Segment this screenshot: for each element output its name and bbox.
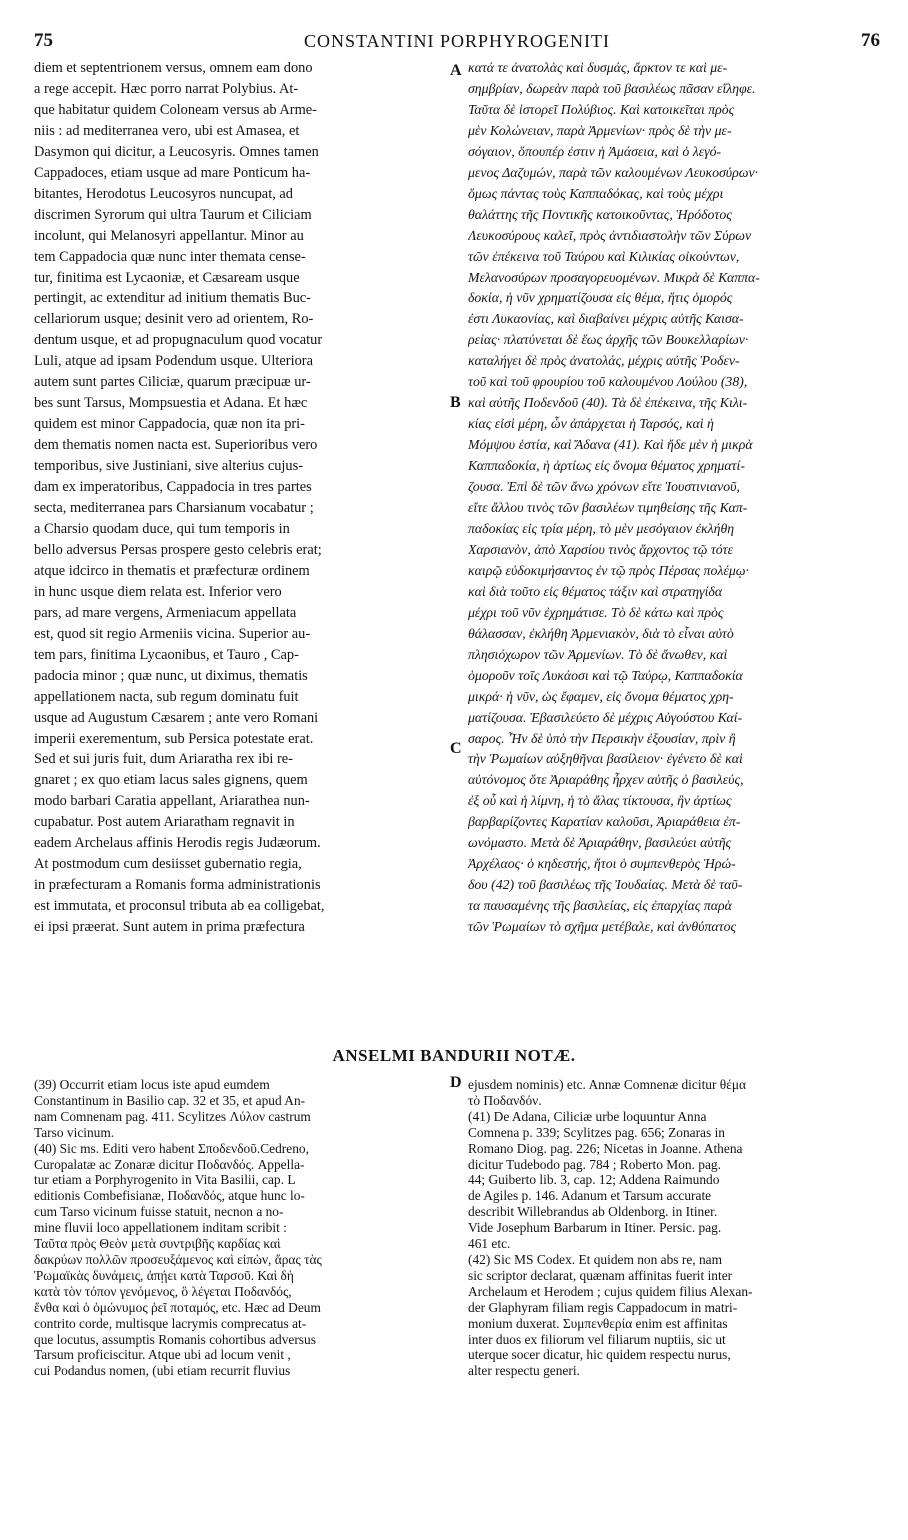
greek-text-line: Λευκοσύρους καλεῖ, πρὸς ἀντιδιαστολὴν τῶν Σύρων <box>468 227 752 243</box>
latin-text-line: dam ex imperatoribus, Cappadocia in tres partes <box>34 479 312 496</box>
greek-text-column <box>468 58 876 938</box>
latin-text-line: est immutata, et proconsul tributa ab ea colligebat, <box>34 898 325 915</box>
note-line: cui Podandus nomen, (ubi etiam recurrit fluvius <box>34 1363 291 1379</box>
greek-text-line: τὴν Ῥωμαίων αὐξηθῆναι βασίλειον· ἐγένετο δὲ καὶ <box>468 751 743 767</box>
latin-text-line: usque ad Augustum Cæsarem ; ante vero Romani <box>34 709 319 726</box>
latin-text-line: niis : ad mediterranea vero, ubi est Amasea, et <box>34 122 300 139</box>
greek-text-line: εἴτε ἄλλου τινὸς τῶν βασιλέων τιμηθείσης τῆς Καπ- <box>468 500 748 516</box>
latin-text-line: ei ipsi præerat. Sunt autem in prima præfectura <box>34 919 305 936</box>
note-line: (40) Sic ms. Editi vero habent Σποδενδοῦ.Cedreno, <box>34 1140 309 1156</box>
note-line: τὸ Ποδανδόν. <box>468 1092 542 1108</box>
latin-text-line: cellariorum usque; desinit vero ad orientem, Ro- <box>34 311 314 328</box>
note-line: Constantinum in Basilio cap. 32 et 35, et apud An- <box>34 1092 306 1108</box>
latin-text-line: bello adversus Persas prospere gesto celebris erat; <box>34 541 322 558</box>
latin-text-line: discrimen Syrorum qui ultra Taurum et Ciliciam <box>34 206 312 223</box>
note-line: alter respectu generi. <box>468 1363 580 1379</box>
greek-text-line: θαλάττης τῆς Ποντικῆς κατοικοῦντας, Ἡρόδοτος <box>468 206 732 222</box>
note-line: sic scriptor declarat, quænam affinitas fuerit inter <box>468 1267 733 1283</box>
latin-text-line: gnaret ; ex quo etiam lacus sales gignens, quem <box>34 772 308 789</box>
greek-text-line: κίας εἰσὶ μέρη, ὧν ἀπάρχεται ἡ Ταρσός, καὶ ἡ <box>468 416 714 432</box>
latin-text-line: modo barbari Caratia appellant, Ariarathea nun- <box>34 793 310 810</box>
note-line: ejusdem nominis) etc. Annæ Comnenæ dicitur θέμα <box>468 1077 747 1092</box>
note-line: contrito corde, multisque lacrymis comprecatus at- <box>34 1315 307 1331</box>
running-header <box>34 30 880 56</box>
note-line: κατὰ τὸν τόπον γενόμενος, ὃ λέγεται Ποδανδός, <box>34 1283 292 1299</box>
latin-text-line: pars, ad mare vergens, Armeniacum appellata <box>34 604 297 621</box>
latin-text-line: padocia minor ; quæ nunc, ut diximus, thematis <box>34 667 308 684</box>
greek-text-line: καταλήγει δὲ πρὸς ἀνατολάς, μέχρις αὐτῆς Ῥοδεν- <box>468 353 740 369</box>
note-line: 44; Guiberto lib. 3, cap. 12; Addena Raimundo <box>468 1172 720 1188</box>
greek-text-line: δου (42) τοῦ βασιλέως τῆς Ἰουδαίας. Μετὰ δὲ ταῦ- <box>468 877 743 893</box>
note-line: Curopalatæ ac Zonaræ dicitur Ποδανδός. Appella- <box>34 1156 305 1172</box>
latin-text-line: in præfecturam a Romanis forma administrationis <box>34 877 321 894</box>
margin-letter-b: B <box>450 394 461 411</box>
latin-text-line: At postmodum cum desiisset gubernatio regia, <box>34 856 302 873</box>
note-line: describit Willebrandus ab Oldenborg. in Itiner. <box>468 1204 718 1220</box>
margin-letter-d: D <box>450 1074 462 1091</box>
greek-text-line: Χαρσιανὸν, ἀπὸ Χαρσίου τινὸς ἄρχοντος τῷ τότε <box>468 541 734 557</box>
greek-text-line: σημβρίαν, δωρεὰν παρὰ τοῦ βασιλέως πᾶσαν εἴληφε. <box>468 80 756 96</box>
margin-letter-a: A <box>450 62 462 79</box>
note-line: δακρύων πολλῶν προσευξάμενος καὶ εἰπὼν, ἄρας τὰς <box>34 1251 322 1267</box>
greek-text-line: πλησιόχωρον τῶν Ἀρμενίων. Τὸ δὲ ἄνωθεν, καὶ <box>468 646 728 662</box>
latin-text-line: a rege accepit. Hæc porro narrat Polybius. At- <box>34 80 299 97</box>
running-title: CONSTANTINI PORPHYROGENITI <box>303 31 611 51</box>
greek-text-line: σαρος. Ἦν δὲ ὑπὸ τὴν Περσικὴν ἐξουσίαν, πρὶν ἢ <box>468 730 736 746</box>
notes-right-column <box>468 1077 878 1379</box>
latin-text-line: incolunt, qui Melanosyri appellantur. Minor au <box>34 227 304 244</box>
margin-letter-c: C <box>450 740 462 757</box>
latin-text-line: dem thematis nomen nacta est. Superioribus vero <box>34 437 318 454</box>
greek-text-line: μέχρι τοῦ νῦν ἐχρημάτισε. Τὸ δὲ κάτω καὶ πρὸς <box>468 604 724 620</box>
greek-text-line: ωνόμαστο. Μετὰ δὲ Ἀριαράθην, βασιλεύει αὐτῆς <box>468 835 732 851</box>
note-line: nam Comnenam pag. 411. Scylitzes Λύλον castrum <box>34 1108 311 1124</box>
latin-text-line: est, quod sit regio Armeniis vicina. Superior au- <box>34 625 311 642</box>
page-number-left: 75 <box>34 30 53 51</box>
latin-text-line: quidem est minor Cappadocia, quæ non ita pri- <box>34 416 305 433</box>
greek-text-line: καιρῷ εὐδοκιμήσαντος ἐν τῷ πρὸς Πέρσας πολέμῳ· <box>468 562 749 578</box>
latin-text-line: secta, mediterranea pars Charsianum vocabatur ; <box>34 500 314 517</box>
page-number-right: 76 <box>861 30 880 51</box>
note-line: (41) De Adana, Ciliciæ urbe loquuntur Anna <box>468 1108 707 1124</box>
greek-text-line: σόγαιον, ὅπουπέρ ἐστιν ἡ Ἀμάσεια, καὶ ὁ λεγό- <box>468 143 722 159</box>
latin-text-line: bitantes, Herodotus Leucosyros nuncupat, ad <box>34 185 293 202</box>
note-line: Tarso vicinum. <box>34 1124 115 1140</box>
greek-text-line: ζουσα. Ἐπὶ δὲ τῶν ἄνω χρόνων εἴτε Ἰουστινιανοῦ, <box>468 479 740 495</box>
greek-text-line: τα παυσαμένης τῆς βασιλείας, εἰς ἐπαρχίας παρὰ <box>468 898 732 914</box>
note-line: uterque socer dicatur, hic quidem respectu nurus, <box>468 1347 731 1363</box>
latin-text-line: dentum usque, et ad propugnaculum quod vocatur <box>34 332 323 349</box>
notes-left-column <box>34 1077 444 1379</box>
latin-text-line: appellationem nacta, sub regum dominatu fuit <box>34 688 299 705</box>
note-line: Romano Diog. pag. 226; Nicetas in Joanne. Athena <box>468 1140 743 1156</box>
latin-text-line: Luli, atque ad ipsam Podendum usque. Ulteriora <box>34 353 313 370</box>
greek-text-line: κατά τε ἀνατολὰς καὶ δυσμάς, ἄρκτον τε καὶ με- <box>468 60 728 75</box>
greek-text-line: Ἀρχέλαος· ὁ κηδεστής, ἤτοι ὁ συμπενθερὸς Ἡρώ- <box>468 856 736 872</box>
latin-text-line: a Charsio quodam duce, qui tum temporis in <box>34 520 290 537</box>
latin-text-line: tem pars, finitima Lycaonibus, et Tauro , Cap- <box>34 646 299 663</box>
note-line: ἔνθα καὶ ὁ ὁμώνυμος ῥεῖ ποταμός, etc. Hæc ad Deum <box>34 1299 321 1315</box>
note-line: inter duos ex filiorum vel filiarum nuptiis, sic ut <box>468 1331 726 1347</box>
note-line: mine fluvii loco appellationem inditam scribit : <box>34 1220 287 1236</box>
greek-text-line: τοῦ καὶ τοῦ φρουρίου τοῦ καλουμένου Λούλου (38), <box>468 374 748 390</box>
latin-text-line: temporibus, sive Justiniani, sive alterius cujus- <box>34 458 303 475</box>
note-line: Ῥωμαϊκὰς δυνάμεις, ἀπῄει κατὰ Ταρσοῦ. Καὶ δὴ <box>34 1267 294 1283</box>
greek-text-line: θάλασσαν, ἐκλήθη Ἀρμενιακὸν, διὰ τὸ εἶναι αὐτὸ <box>468 625 734 641</box>
greek-text-line: Μελανοσύρων προσαγορευομένων. Μικρὰ δὲ Καππα- <box>468 269 760 285</box>
greek-text-line: ἐστι Λυκαονίας, καὶ διαβαίνει μέχρις αὐτῆς Καισα- <box>468 311 744 327</box>
latin-text-line: bes sunt Tarsus, Mompsuestia et Adana. Et hæc <box>34 395 308 412</box>
greek-text-line: τῶν ἐπέκεινα τοῦ Ταύρου καὶ Κιλικίας οἰκούντων, <box>468 248 740 264</box>
greek-text-line: μικρά· ἡ νῦν, ὡς ἔφαμεν, εἰς ὄνομα θέματος χρη- <box>468 688 734 704</box>
note-line: monium duxerat. Συμπενθερία enim est affinitas <box>468 1315 728 1331</box>
latin-text-line: eadem Archelaus affinis Herodis regis Judæorum. <box>34 835 321 852</box>
note-line: Ταῦτα πρὸς Θεὸν μετὰ συντριβῆς καρδίας καὶ <box>34 1236 281 1252</box>
note-line: 461 etc. <box>468 1236 511 1252</box>
latin-text-line: autem sunt partes Ciliciæ, quarum præcipuæ ur- <box>34 374 311 391</box>
greek-text-line: τῶν Ῥωμαίων τὸ σχῆμα μετέβαλε, καὶ ἀνθύπατος <box>468 919 737 935</box>
note-line: Comnena p. 339; Scylitzes pag. 656; Zonaras in <box>468 1124 725 1140</box>
latin-text-line: imperii exerementum, sub Persica potestate erat. <box>34 730 314 747</box>
greek-text-line: ὁμοροῦν τοῖς Λυκάοσι καὶ τῷ Ταύρῳ, Καππαδοκία <box>468 667 743 683</box>
note-line: der Glaphyram filiam regis Cappadocum in matri- <box>468 1299 738 1315</box>
notes-heading: ANSELMI BANDURII NOTÆ. <box>332 1046 576 1065</box>
note-line: (39) Occurrit etiam locus iste apud eumdem <box>34 1077 270 1092</box>
latin-text-line: in hunc usque diem relata est. Inferior vero <box>34 583 282 600</box>
latin-text-line: cupabatur. Post autem Ariaratham regnavit in <box>34 814 295 831</box>
greek-text-line: ρείας· πλατύνεται δὲ ἕως ἀρχῆς τῶν Βουκελλαρίων· <box>468 332 749 348</box>
greek-text-line: Μόμψου ἑστία, καὶ Ἄδανα (41). Καὶ ἤδε μὲν ἡ μικρὰ <box>468 437 753 453</box>
greek-text-line: ὅμως πάντας τοὺς Καππαδόκας, καὶ τοὺς μέχρι <box>468 185 724 201</box>
greek-text-line: Καππαδοκία, ἡ ἀρτίως εἰς ὄνομα θέματος χρηματί- <box>468 458 745 474</box>
latin-text-line: Dasymon qui dicitur, a Leucosyris. Omnes tamen <box>34 143 319 160</box>
greek-text-line: ματίζουσα. Ἐβασιλεύετο δὲ μέχρις Αὐγούστου Καί- <box>468 709 743 725</box>
latin-text-line: atque idcirco in thematis et præfecturæ ordinem <box>34 562 310 579</box>
greek-text-line: αὐτόνομος ὅτε Ἀριαράθης ἦρχεν αὐτῆς ὁ βασιλεύς, <box>468 772 744 788</box>
latin-text-line: que habitatur quidem Coloneam versus ab Arme- <box>34 101 317 118</box>
note-line: dicitur Tudebodo pag. 784 ; Roberto Mon. pag. <box>468 1156 721 1172</box>
note-line: tur etiam a Porphyrogenito in Vita Basilii, cap. L <box>34 1172 296 1188</box>
greek-text-line: Ταῦτα δὲ ἱστορεῖ Πολύβιος. Καὶ κατοικεῖται πρὸς <box>468 101 735 117</box>
latin-text-line: pertingit, ac extenditur ad initium thematis Buc- <box>34 290 311 307</box>
greek-text-line: ἐξ οὗ καὶ ἡ λίμνη, ἡ τὸ ἅλας τίκτουσα, ἣν ἀρτίως <box>468 793 732 809</box>
note-line: que locutus, assumptis Romanis cohortibus adversus <box>34 1331 316 1347</box>
greek-text-line: καὶ αὐτῆς Ποδενδοῦ (40). Τὰ δὲ ἐπέκεινα, τῆς Κιλι- <box>468 395 748 411</box>
latin-text-line: diem et septentrionem versus, omnem eam dono <box>34 60 313 76</box>
note-line: Tarsum proficiscitur. Atque ubi ad locum venit , <box>34 1347 291 1363</box>
note-line: cum Tarso vicinum fuisse statuit, necnon a no- <box>34 1204 284 1220</box>
latin-text-line: tur, finitima est Lycaoniæ, et Cæsaream usque <box>34 269 300 286</box>
greek-text-line: μενος Δαζυμών, παρὰ τῶν καλουμένων Λευκοσύρων· <box>468 164 759 180</box>
greek-text-line: καὶ διὰ τοῦτο εἰς θέματος τάξιν καὶ στρατηγίδα <box>468 583 723 599</box>
note-line: Archelaum et Herodem ; cujus quidem filius Alexan- <box>468 1283 753 1299</box>
note-line: (42) Sic MS Codex. Et quidem non abs re, nam <box>468 1251 723 1267</box>
greek-text-line: μὲν Κολώνειαν, παρὰ Ἀρμενίων· πρὸς δὲ τὴν με- <box>468 122 732 138</box>
latin-text-line: Cappadoces, etiam usque ad mare Ponticum ha- <box>34 164 311 181</box>
note-line: de Agiles p. 146. Adanum et Tarsum accurate <box>468 1188 712 1204</box>
note-line: Vide Josephum Barbarum in Itiner. Persic. pag. <box>468 1220 722 1236</box>
latin-text-column <box>34 58 449 938</box>
latin-text-line: tem Cappadocia quæ nunc inter themata cense- <box>34 248 306 265</box>
latin-text-line: Sed et sui juris fuit, dum Ariaratha rex ibi re- <box>34 751 293 768</box>
greek-text-line: δοκία, ἡ νῦν χρηματίζουσα εἰς θέμα, ἥτις ὁμορός <box>468 290 733 306</box>
greek-text-line: παδοκίας εἰς τρία μέρη, τὸ μὲν μεσόγαιον ἐκλήθη <box>468 520 735 536</box>
note-line: editionis Combefisianæ, Ποδανδός, atque hunc lo- <box>34 1188 305 1204</box>
greek-text-line: βαρβαρίζοντες Καρατίαν καλοῦσι, Ἀριαράθεια ἐπ- <box>468 814 741 830</box>
